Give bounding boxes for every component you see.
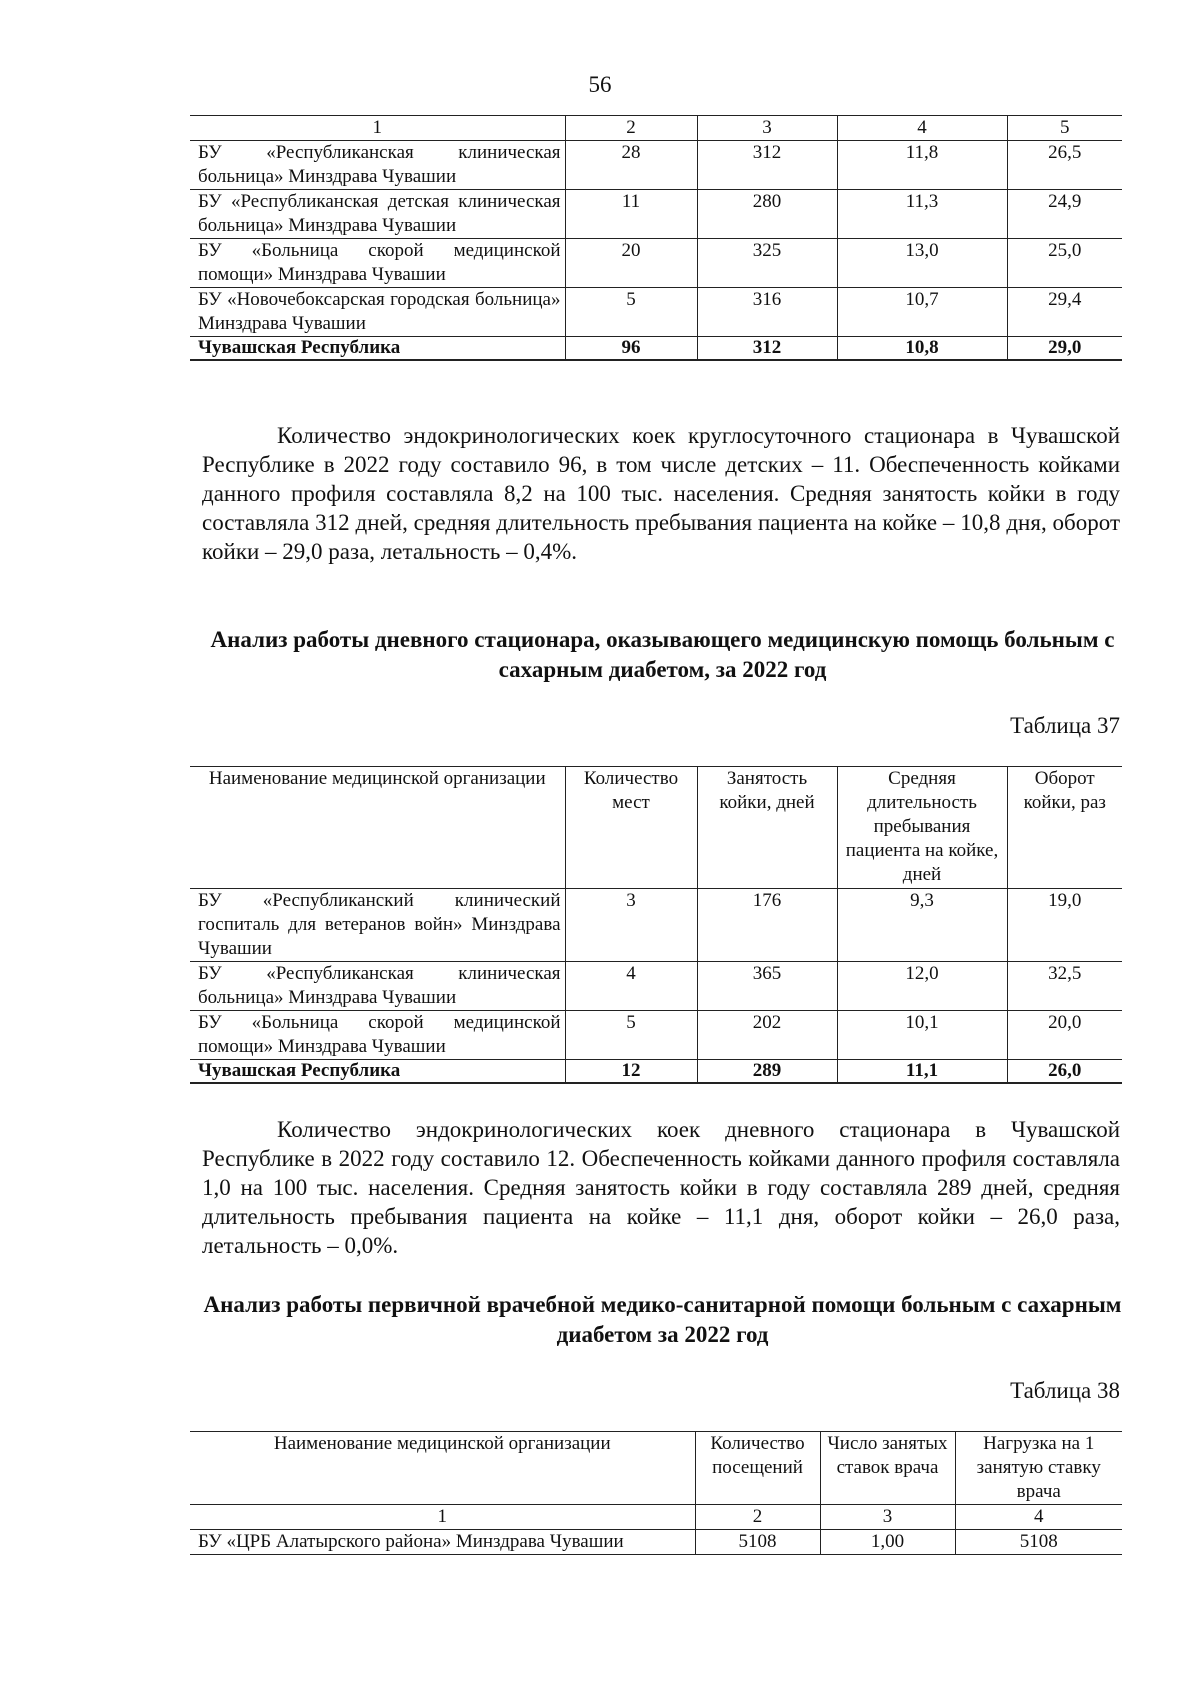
- table-37-caption: Таблица 37: [1010, 713, 1120, 738]
- header-cell: Количество посещений: [695, 1432, 820, 1505]
- header-cell: 3: [697, 116, 837, 141]
- value-cell: 13,0: [837, 239, 1007, 288]
- header-cell: Нагрузка на 1 занятую ставку врача: [955, 1432, 1122, 1505]
- table-row: [190, 889, 1122, 962]
- header-cell: Оборот койки, раз: [1007, 767, 1122, 889]
- value-cell: 11: [565, 190, 697, 239]
- value-cell: 20: [565, 239, 697, 288]
- total-value-cell: 312: [697, 337, 837, 361]
- header-cell: 2: [565, 116, 697, 141]
- value-cell: 11,3: [837, 190, 1007, 239]
- column-number-cell: 1: [190, 1505, 695, 1530]
- org-name-cell: БУ «Республиканская детская клиническая больница» Минздрава Чувашии: [190, 190, 565, 239]
- header-cell: 1: [190, 116, 565, 141]
- header-cell: Число занятых ставок врача: [820, 1432, 955, 1505]
- header-cell: Количество мест: [565, 767, 697, 889]
- table-header-row: [190, 1432, 1122, 1505]
- total-value-cell: 26,0: [1007, 1060, 1122, 1084]
- page-number: 56: [588, 72, 612, 97]
- table-row: [190, 190, 1122, 239]
- value-cell: 12,0: [837, 962, 1007, 1011]
- org-name-cell: БУ «Республиканская клиническая больница» Минздрава Чувашии: [190, 141, 565, 190]
- table-number-row: [190, 1505, 1122, 1530]
- total-value-cell: 11,1: [837, 1060, 1007, 1084]
- value-cell: 19,0: [1007, 889, 1122, 962]
- header-cell: 4: [837, 116, 1007, 141]
- value-cell: 24,9: [1007, 190, 1122, 239]
- header-cell: Занятость койки, дней: [697, 767, 837, 889]
- header-cell: Средняя длительность пребывания пациента на койке, дней: [837, 767, 1007, 889]
- table-37: [190, 766, 1122, 1084]
- table-total-row: [190, 337, 1122, 361]
- value-cell: 11,8: [837, 141, 1007, 190]
- org-name-cell: БУ «Республиканский клинический госпиталь для ветеранов войн» Минздрава Чувашии: [190, 889, 565, 962]
- column-number-cell: 4: [955, 1505, 1122, 1530]
- table-header-row: [190, 767, 1122, 889]
- table-total-row: [190, 1060, 1122, 1084]
- total-name-cell: Чувашская Республика: [190, 337, 565, 361]
- org-name-cell: БУ «Республиканская клиническая больница» Минздрава Чувашии: [190, 962, 565, 1011]
- column-number-cell: 3: [820, 1505, 955, 1530]
- table-header-row: [190, 116, 1122, 141]
- value-cell: 5108: [695, 1530, 820, 1555]
- total-value-cell: 96: [565, 337, 697, 361]
- value-cell: 9,3: [837, 889, 1007, 962]
- value-cell: 325: [697, 239, 837, 288]
- table-row: [190, 962, 1122, 1011]
- value-cell: 25,0: [1007, 239, 1122, 288]
- total-value-cell: 12: [565, 1060, 697, 1084]
- paragraph-day-hospital-beds: Количество эндокринологических коек дневного стационара в Чувашской Республике в 2022 году составило 12. Обеспеченность койками данного профиля составляла 1,0 на 100 тыс. населения. Средняя занятость койки в году составляла 289 дней, средняя длительность пребывания пациента на койке – 11,1 дня, оборот койки – 26,0 раза, летальность – 0,0%.: [202, 1117, 1120, 1258]
- header-cell: Наименование медицинской организации: [190, 767, 565, 889]
- value-cell: 365: [697, 962, 837, 1011]
- value-cell: 176: [697, 889, 837, 962]
- value-cell: 316: [697, 288, 837, 337]
- column-number-cell: 2: [695, 1505, 820, 1530]
- value-cell: 29,4: [1007, 288, 1122, 337]
- table-38: [190, 1431, 1122, 1555]
- table-row: [190, 1530, 1122, 1555]
- table-38-caption: Таблица 38: [1010, 1378, 1120, 1403]
- value-cell: 5108: [955, 1530, 1122, 1555]
- value-cell: 312: [697, 141, 837, 190]
- value-cell: 20,0: [1007, 1011, 1122, 1060]
- total-value-cell: 10,8: [837, 337, 1007, 361]
- value-cell: 10,7: [837, 288, 1007, 337]
- value-cell: 5: [565, 1011, 697, 1060]
- table-row: [190, 288, 1122, 337]
- header-cell: 5: [1007, 116, 1122, 141]
- org-name-cell: БУ «Новочебоксарская городская больница» Минздрава Чувашии: [190, 288, 565, 337]
- table-36-continued: [190, 115, 1122, 361]
- value-cell: 10,1: [837, 1011, 1007, 1060]
- org-name-cell: БУ «ЦРБ Алатырского района» Минздрава Чувашии: [190, 1530, 695, 1555]
- total-value-cell: 289: [697, 1060, 837, 1084]
- total-value-cell: 29,0: [1007, 337, 1122, 361]
- value-cell: 280: [697, 190, 837, 239]
- table-row: [190, 141, 1122, 190]
- org-name-cell: БУ «Больница скорой медицинской помощи» Минздрава Чувашии: [190, 239, 565, 288]
- value-cell: 4: [565, 962, 697, 1011]
- value-cell: 32,5: [1007, 962, 1122, 1011]
- value-cell: 1,00: [820, 1530, 955, 1555]
- value-cell: 3: [565, 889, 697, 962]
- value-cell: 5: [565, 288, 697, 337]
- table-row: [190, 1011, 1122, 1060]
- section-heading-day-hospital: Анализ работы дневного стационара, оказывающего медицинскую помощь больным с сахарным диабетом, за 2022 год: [210, 627, 1115, 682]
- value-cell: 202: [697, 1011, 837, 1060]
- header-cell: Наименование медицинской организации: [190, 1432, 695, 1505]
- total-name-cell: Чувашская Республика: [190, 1060, 565, 1084]
- section-heading-primary-care: Анализ работы первичной врачебной медико-санитарной помощи больным с сахарным диабетом за 2022 год: [203, 1292, 1122, 1347]
- org-name-cell: БУ «Больница скорой медицинской помощи» Минздрава Чувашии: [190, 1011, 565, 1060]
- paragraph-round-the-clock-beds: Количество эндокринологических коек круглосуточного стационара в Чувашской Республике в 2022 году составило 96, в том числе детских – 11. Обеспеченность койками данного профиля составляла 8,2 на 100 тыс. населения. Средняя занятость койки в году составляла 312 дней, средняя длительность пребывания пациента на койке – 10,8 дня, оборот койки – 29,0 раза, летальность – 0,4%.: [202, 423, 1120, 564]
- value-cell: 28: [565, 141, 697, 190]
- value-cell: 26,5: [1007, 141, 1122, 190]
- table-row: [190, 239, 1122, 288]
